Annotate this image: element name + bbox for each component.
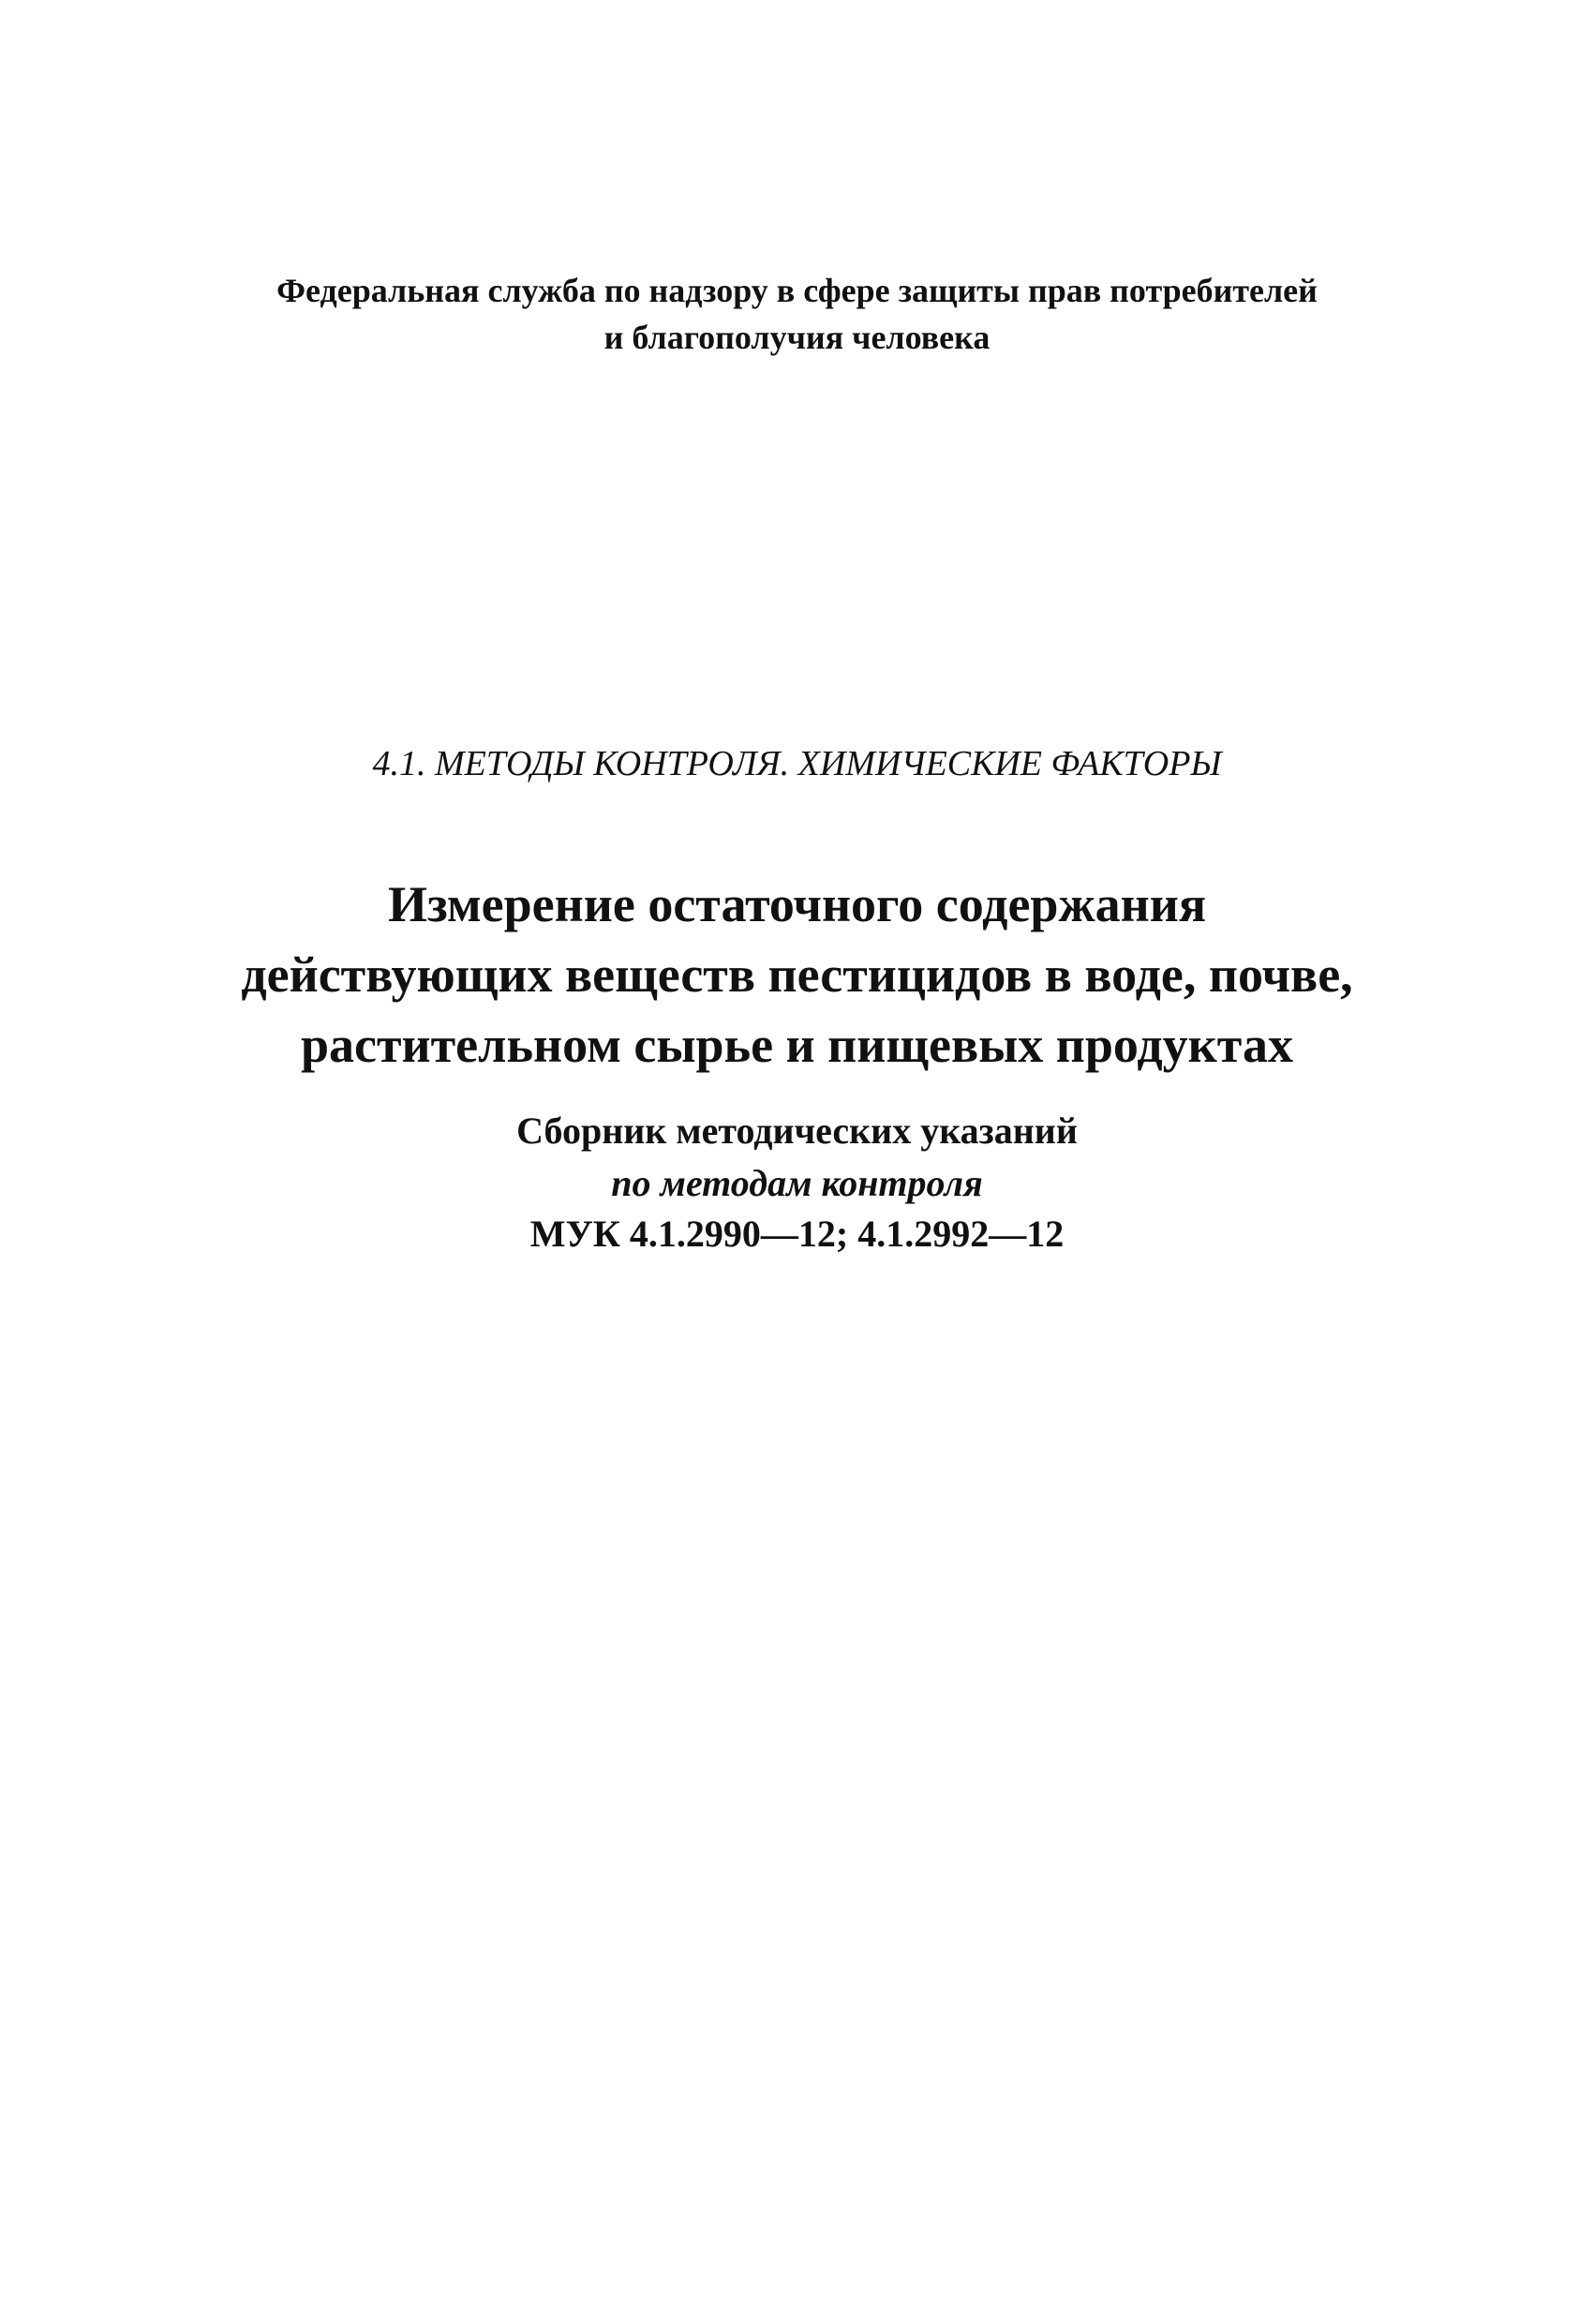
document-title-line-3: растительном сырье и пищевых продуктах xyxy=(301,1017,1293,1073)
agency-name-line-2: и благополучия человека xyxy=(603,319,991,356)
muk-codes: МУК 4.1.2990—12; 4.1.2992—12 xyxy=(529,1213,1065,1255)
document-title-line-1: Измерение остаточного содержания xyxy=(387,876,1207,932)
document-title-line-2: действующих веществ пестицидов в воде, почве, xyxy=(241,946,1353,1003)
agency-name-line-1: Федеральная служба по надзору в сфере защиты прав потребителей xyxy=(276,272,1318,309)
collection-subtitle-line-1: Сборник методических указаний xyxy=(516,1110,1078,1152)
collection-subtitle-line-2: по методам контроля xyxy=(611,1162,983,1204)
series-heading: 4.1. МЕТОДЫ КОНТРОЛЯ. ХИМИЧЕСКИЕ ФАКТОРЫ xyxy=(372,744,1222,783)
